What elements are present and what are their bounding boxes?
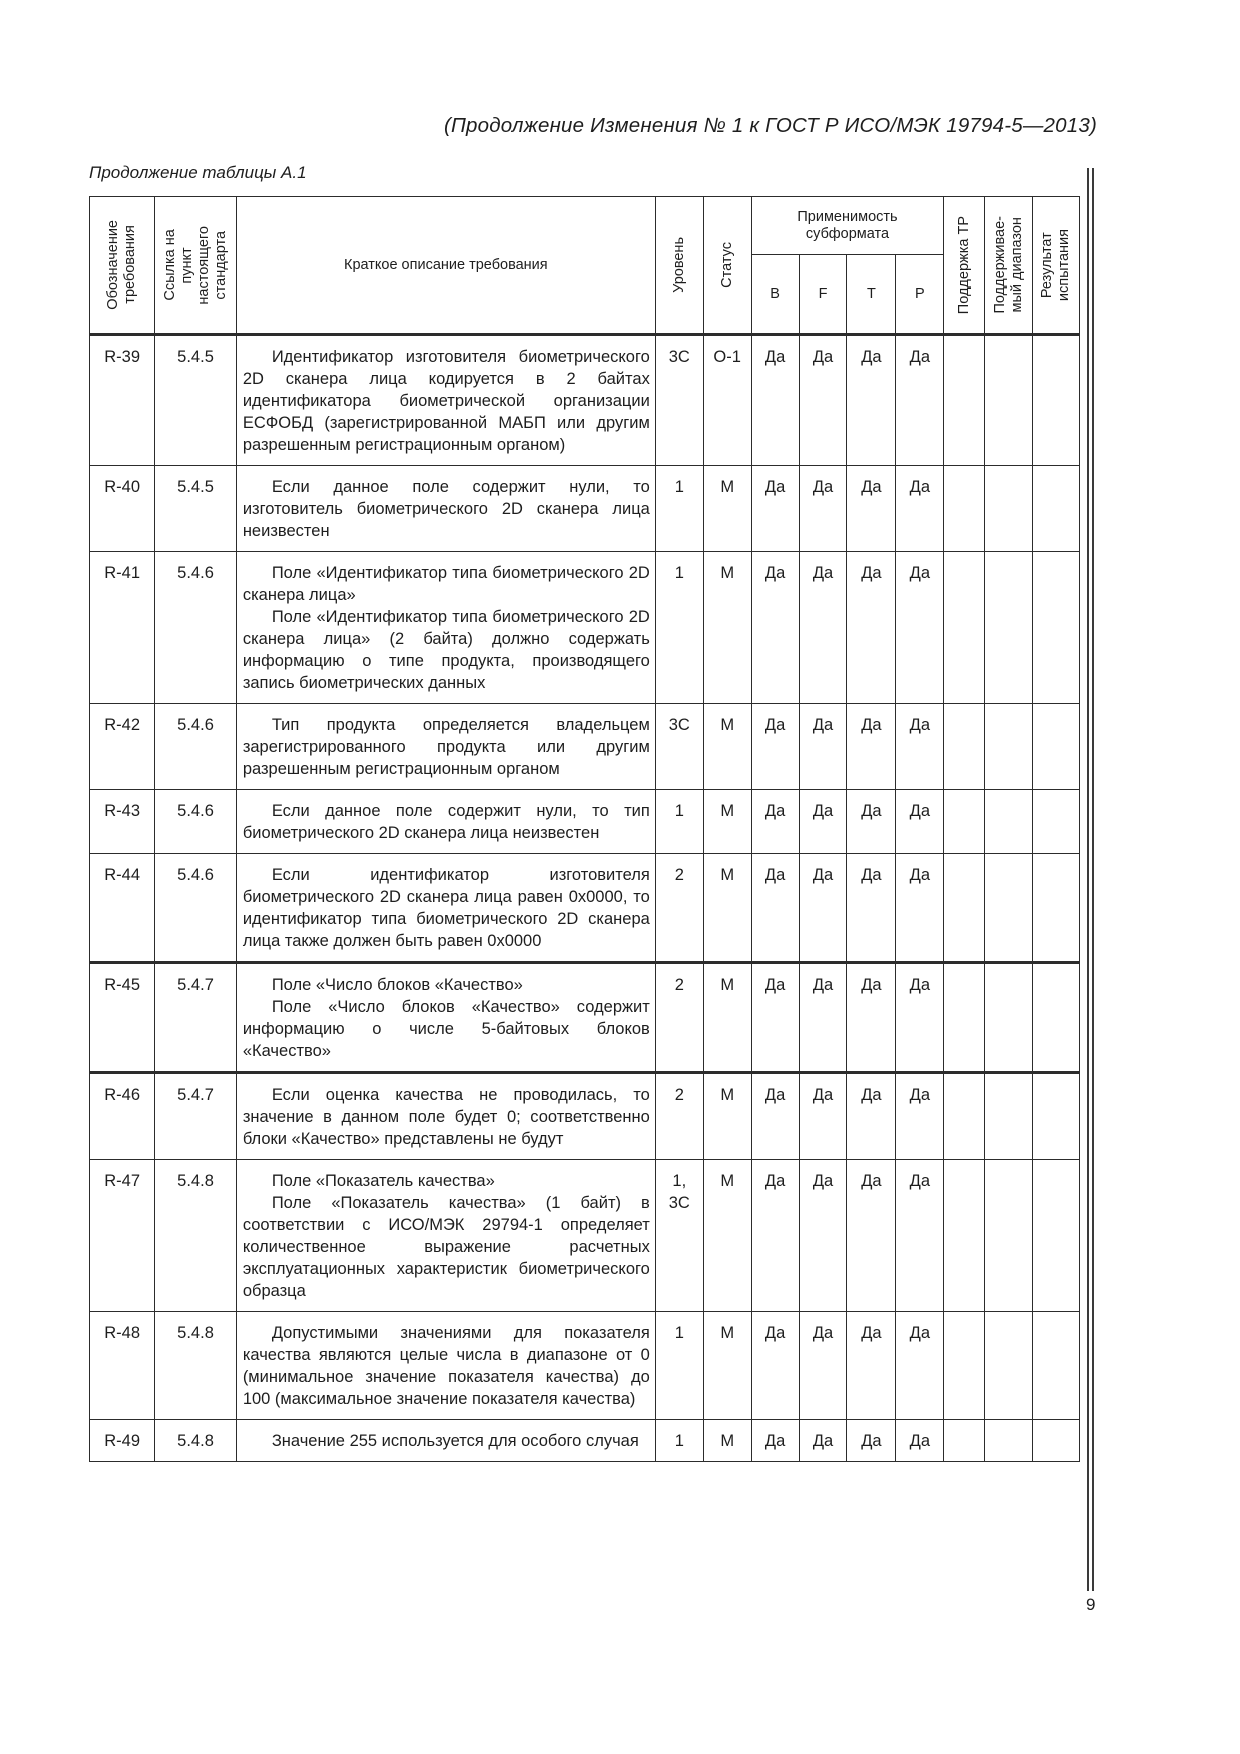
requirement-description — [236, 552, 655, 704]
requirement-description — [236, 963, 655, 1073]
subformat-t-value: Да — [847, 1073, 896, 1160]
supported-range-cell — [985, 790, 1033, 854]
margin-rule-left — [1087, 168, 1089, 1591]
col-header-applicability: Применимость субформата — [751, 197, 944, 255]
subformat-f-value: Да — [799, 963, 847, 1073]
support-tr-cell — [944, 704, 985, 790]
description-paragraph: Тип продукта определяется владельцем зарегистрированного продукта или другим разрешенным регистрационным органом — [242, 716, 650, 778]
requirements-table — [89, 196, 1080, 1462]
subformat-f-value: Да — [799, 335, 847, 466]
description-paragraph: Если оценка качества не проводилась, то значение в данном поле будет 0; соответственно блоки «Качество» представлены не будут — [242, 1086, 650, 1148]
subformat-b-value: Да — [751, 704, 799, 790]
table-continuation-caption: Продолжение таблицы А.1 — [89, 163, 307, 182]
description-paragraph: Допустимыми значениями для показателя качества являются целые числа в диапазоне от 0 (минимальное значение показателя качества) до 100 (максимальное значение показателя качества) — [242, 1324, 650, 1408]
requirement-id: R-43 — [90, 790, 155, 854]
level-value: 2 — [655, 963, 703, 1073]
subformat-b-value: Да — [751, 790, 799, 854]
table-body — [90, 335, 1080, 1462]
level-value: 1, 3С — [655, 1160, 703, 1312]
table-row — [90, 466, 1080, 552]
standard-reference: 5.4.8 — [155, 1160, 237, 1312]
standard-reference: 5.4.6 — [155, 790, 237, 854]
requirement-description — [236, 704, 655, 790]
supported-range-cell — [985, 1160, 1033, 1312]
requirement-id: R-45 — [90, 963, 155, 1073]
subformat-p-value: Да — [896, 466, 944, 552]
description-paragraph: Поле «Число блоков «Качество» — [271, 976, 523, 994]
col-header-result: Результат испытания — [1033, 197, 1080, 335]
support-tr-cell — [944, 552, 985, 704]
test-result-cell — [1033, 1312, 1080, 1420]
test-result-cell — [1033, 1073, 1080, 1160]
supported-range-cell — [985, 466, 1033, 552]
col-header-designation: Обозначение требования — [90, 197, 155, 335]
support-tr-cell — [944, 466, 985, 552]
level-value: 2 — [655, 854, 703, 963]
standard-reference: 5.4.7 — [155, 1073, 237, 1160]
subformat-b-value: Да — [751, 335, 799, 466]
standard-reference: 5.4.7 — [155, 963, 237, 1073]
test-result-cell — [1033, 704, 1080, 790]
col-header-status: Статус — [703, 197, 751, 335]
table-row — [90, 790, 1080, 854]
table-row — [90, 704, 1080, 790]
level-value: 3С — [655, 335, 703, 466]
status-value: М — [703, 1073, 751, 1160]
requirement-id: R-42 — [90, 704, 155, 790]
subformat-f-value: Да — [799, 704, 847, 790]
supported-range-cell — [985, 552, 1033, 704]
test-result-cell — [1033, 1420, 1080, 1462]
description-paragraph: Идентификатор изготовителя биометрического 2D сканера лица кодируется в 2 байтах идентификатора биометрической организации ЕСФОБД (зарегистрированной МАБП или другим разрешенным регистрационным органом) — [242, 348, 650, 454]
level-value: 1 — [655, 1312, 703, 1420]
table-row — [90, 1073, 1080, 1160]
col-header-range: Поддерживае- мый диапазон — [985, 197, 1033, 335]
level-value: 3С — [655, 704, 703, 790]
support-tr-cell — [944, 1312, 985, 1420]
test-result-cell — [1033, 466, 1080, 552]
subformat-p-value: Да — [896, 335, 944, 466]
subformat-f-value: Да — [799, 790, 847, 854]
subformat-p-value: Да — [896, 790, 944, 854]
test-result-cell — [1033, 1160, 1080, 1312]
status-value: М — [703, 704, 751, 790]
status-value: М — [703, 790, 751, 854]
requirement-description — [236, 335, 655, 466]
standard-reference: 5.4.5 — [155, 335, 237, 466]
table-row — [90, 854, 1080, 963]
support-tr-cell — [944, 963, 985, 1073]
level-value: 1 — [655, 466, 703, 552]
subformat-t-value: Да — [847, 963, 896, 1073]
page-header: (Продолжение Изменения № 1 к ГОСТ Р ИСО/МЭК 19794-5—2013) — [443, 114, 1097, 137]
margin-rule-right — [1092, 168, 1094, 1591]
requirement-id: R-39 — [90, 335, 155, 466]
subformat-b-value: Да — [751, 1312, 799, 1420]
status-value: М — [703, 1420, 751, 1462]
subformat-t-value: Да — [847, 466, 896, 552]
supported-range-cell — [985, 1073, 1033, 1160]
table-row — [90, 963, 1080, 1073]
standard-reference: 5.4.6 — [155, 704, 237, 790]
requirement-description — [236, 1160, 655, 1312]
standard-reference: 5.4.5 — [155, 466, 237, 552]
subformat-p-value: Да — [896, 854, 944, 963]
subformat-t-value: Да — [847, 335, 896, 466]
description-paragraph: Если данное поле содержит нули, то тип биометрического 2D сканера лица неизвестен — [242, 802, 650, 842]
status-value: М — [703, 1312, 751, 1420]
requirement-description — [236, 854, 655, 963]
col-header-subformat-f: F — [799, 255, 847, 335]
subformat-t-value: Да — [847, 704, 896, 790]
subformat-p-value: Да — [896, 1160, 944, 1312]
subformat-t-value: Да — [847, 1420, 896, 1462]
supported-range-cell — [985, 1420, 1033, 1462]
table-row — [90, 1420, 1080, 1462]
col-header-reference: Ссылка на пункт настоящего стандарта — [155, 197, 237, 335]
description-paragraph: Поле «Показатель качества» — [271, 1172, 495, 1190]
support-tr-cell — [944, 335, 985, 466]
subformat-t-value: Да — [847, 1160, 896, 1312]
subformat-b-value: Да — [751, 963, 799, 1073]
test-result-cell — [1033, 790, 1080, 854]
col-header-subformat-t: T — [847, 255, 896, 335]
subformat-b-value: Да — [751, 1160, 799, 1312]
description-paragraph: Поле «Идентификатор типа биометрического 2D сканера лица» (2 байта) должно содержать информацию о типе продукта, производящего запись биометрических данных — [242, 608, 650, 692]
description-paragraph: Поле «Число блоков «Качество» содержит информацию о числе 5-байтовых блоков «Качество» — [242, 998, 650, 1060]
table-row — [90, 1160, 1080, 1312]
level-value: 2 — [655, 1073, 703, 1160]
support-tr-cell — [944, 790, 985, 854]
requirement-description — [236, 1073, 655, 1160]
test-result-cell — [1033, 854, 1080, 963]
subformat-b-value: Да — [751, 854, 799, 963]
description-paragraph: Поле «Идентификатор типа биометрического 2D сканера лица» — [242, 564, 650, 604]
requirement-id: R-44 — [90, 854, 155, 963]
table-row — [90, 1312, 1080, 1420]
status-value: О-1 — [703, 335, 751, 466]
support-tr-cell — [944, 1160, 985, 1312]
supported-range-cell — [985, 1312, 1033, 1420]
supported-range-cell — [985, 704, 1033, 790]
subformat-p-value: Да — [896, 1073, 944, 1160]
standard-reference: 5.4.6 — [155, 552, 237, 704]
description-paragraph: Если данное поле содержит нули, то изготовитель биометрического 2D сканера лица неизвестен — [242, 478, 650, 540]
requirement-description — [236, 1312, 655, 1420]
table-row — [90, 552, 1080, 704]
table-header — [90, 197, 1080, 335]
status-value: М — [703, 552, 751, 704]
subformat-b-value: Да — [751, 466, 799, 552]
subformat-f-value: Да — [799, 1420, 847, 1462]
test-result-cell — [1033, 963, 1080, 1073]
subformat-p-value: Да — [896, 552, 944, 704]
subformat-f-value: Да — [799, 466, 847, 552]
subformat-t-value: Да — [847, 854, 896, 963]
subformat-p-value: Да — [896, 704, 944, 790]
subformat-f-value: Да — [799, 552, 847, 704]
description-paragraph: Поле «Показатель качества» (1 байт) в соответствии с ИСО/МЭК 29794-1 определяет количественное выражение расчетных эксплуатационных характеристик биометрического образца — [242, 1194, 650, 1300]
standard-reference: 5.4.8 — [155, 1420, 237, 1462]
subformat-f-value: Да — [799, 854, 847, 963]
col-header-subformat-p: P — [896, 255, 944, 335]
description-paragraph: Значение 255 используется для особого случая — [271, 1432, 639, 1450]
subformat-p-value: Да — [896, 1312, 944, 1420]
support-tr-cell — [944, 1420, 985, 1462]
supported-range-cell — [985, 335, 1033, 466]
status-value: М — [703, 1160, 751, 1312]
status-value: М — [703, 963, 751, 1073]
level-value: 1 — [655, 552, 703, 704]
requirement-description — [236, 1420, 655, 1462]
subformat-t-value: Да — [847, 1312, 896, 1420]
level-value: 1 — [655, 790, 703, 854]
status-value: М — [703, 466, 751, 552]
subformat-f-value: Да — [799, 1073, 847, 1160]
level-value: 1 — [655, 1420, 703, 1462]
subformat-t-value: Да — [847, 552, 896, 704]
requirement-description — [236, 790, 655, 854]
support-tr-cell — [944, 1073, 985, 1160]
subformat-b-value: Да — [751, 1073, 799, 1160]
support-tr-cell — [944, 854, 985, 963]
requirement-id: R-40 — [90, 466, 155, 552]
requirement-id: R-49 — [90, 1420, 155, 1462]
col-header-level: Уровень — [655, 197, 703, 335]
subformat-t-value: Да — [847, 790, 896, 854]
subformat-b-value: Да — [751, 1420, 799, 1462]
requirement-id: R-48 — [90, 1312, 155, 1420]
requirement-id: R-46 — [90, 1073, 155, 1160]
col-header-subformat-b: B — [751, 255, 799, 335]
page-number: 9 — [1086, 1595, 1096, 1614]
supported-range-cell — [985, 963, 1033, 1073]
subformat-p-value: Да — [896, 963, 944, 1073]
subformat-f-value: Да — [799, 1312, 847, 1420]
requirement-id: R-47 — [90, 1160, 155, 1312]
col-header-description: Краткое описание требования — [236, 197, 655, 335]
subformat-b-value: Да — [751, 552, 799, 704]
col-header-support: Поддержка ТР — [944, 197, 985, 335]
table-row — [90, 335, 1080, 466]
subformat-f-value: Да — [799, 1160, 847, 1312]
requirement-description — [236, 466, 655, 552]
test-result-cell — [1033, 552, 1080, 704]
standard-reference: 5.4.8 — [155, 1312, 237, 1420]
supported-range-cell — [985, 854, 1033, 963]
test-result-cell — [1033, 335, 1080, 466]
standard-reference: 5.4.6 — [155, 854, 237, 963]
subformat-p-value: Да — [896, 1420, 944, 1462]
status-value: М — [703, 854, 751, 963]
description-paragraph: Если идентификатор изготовителя биометрического 2D сканера лица равен 0x0000, то идентификатор типа биометрического 2D сканера лица также должен быть равен 0x0000 — [242, 866, 650, 950]
requirement-id: R-41 — [90, 552, 155, 704]
